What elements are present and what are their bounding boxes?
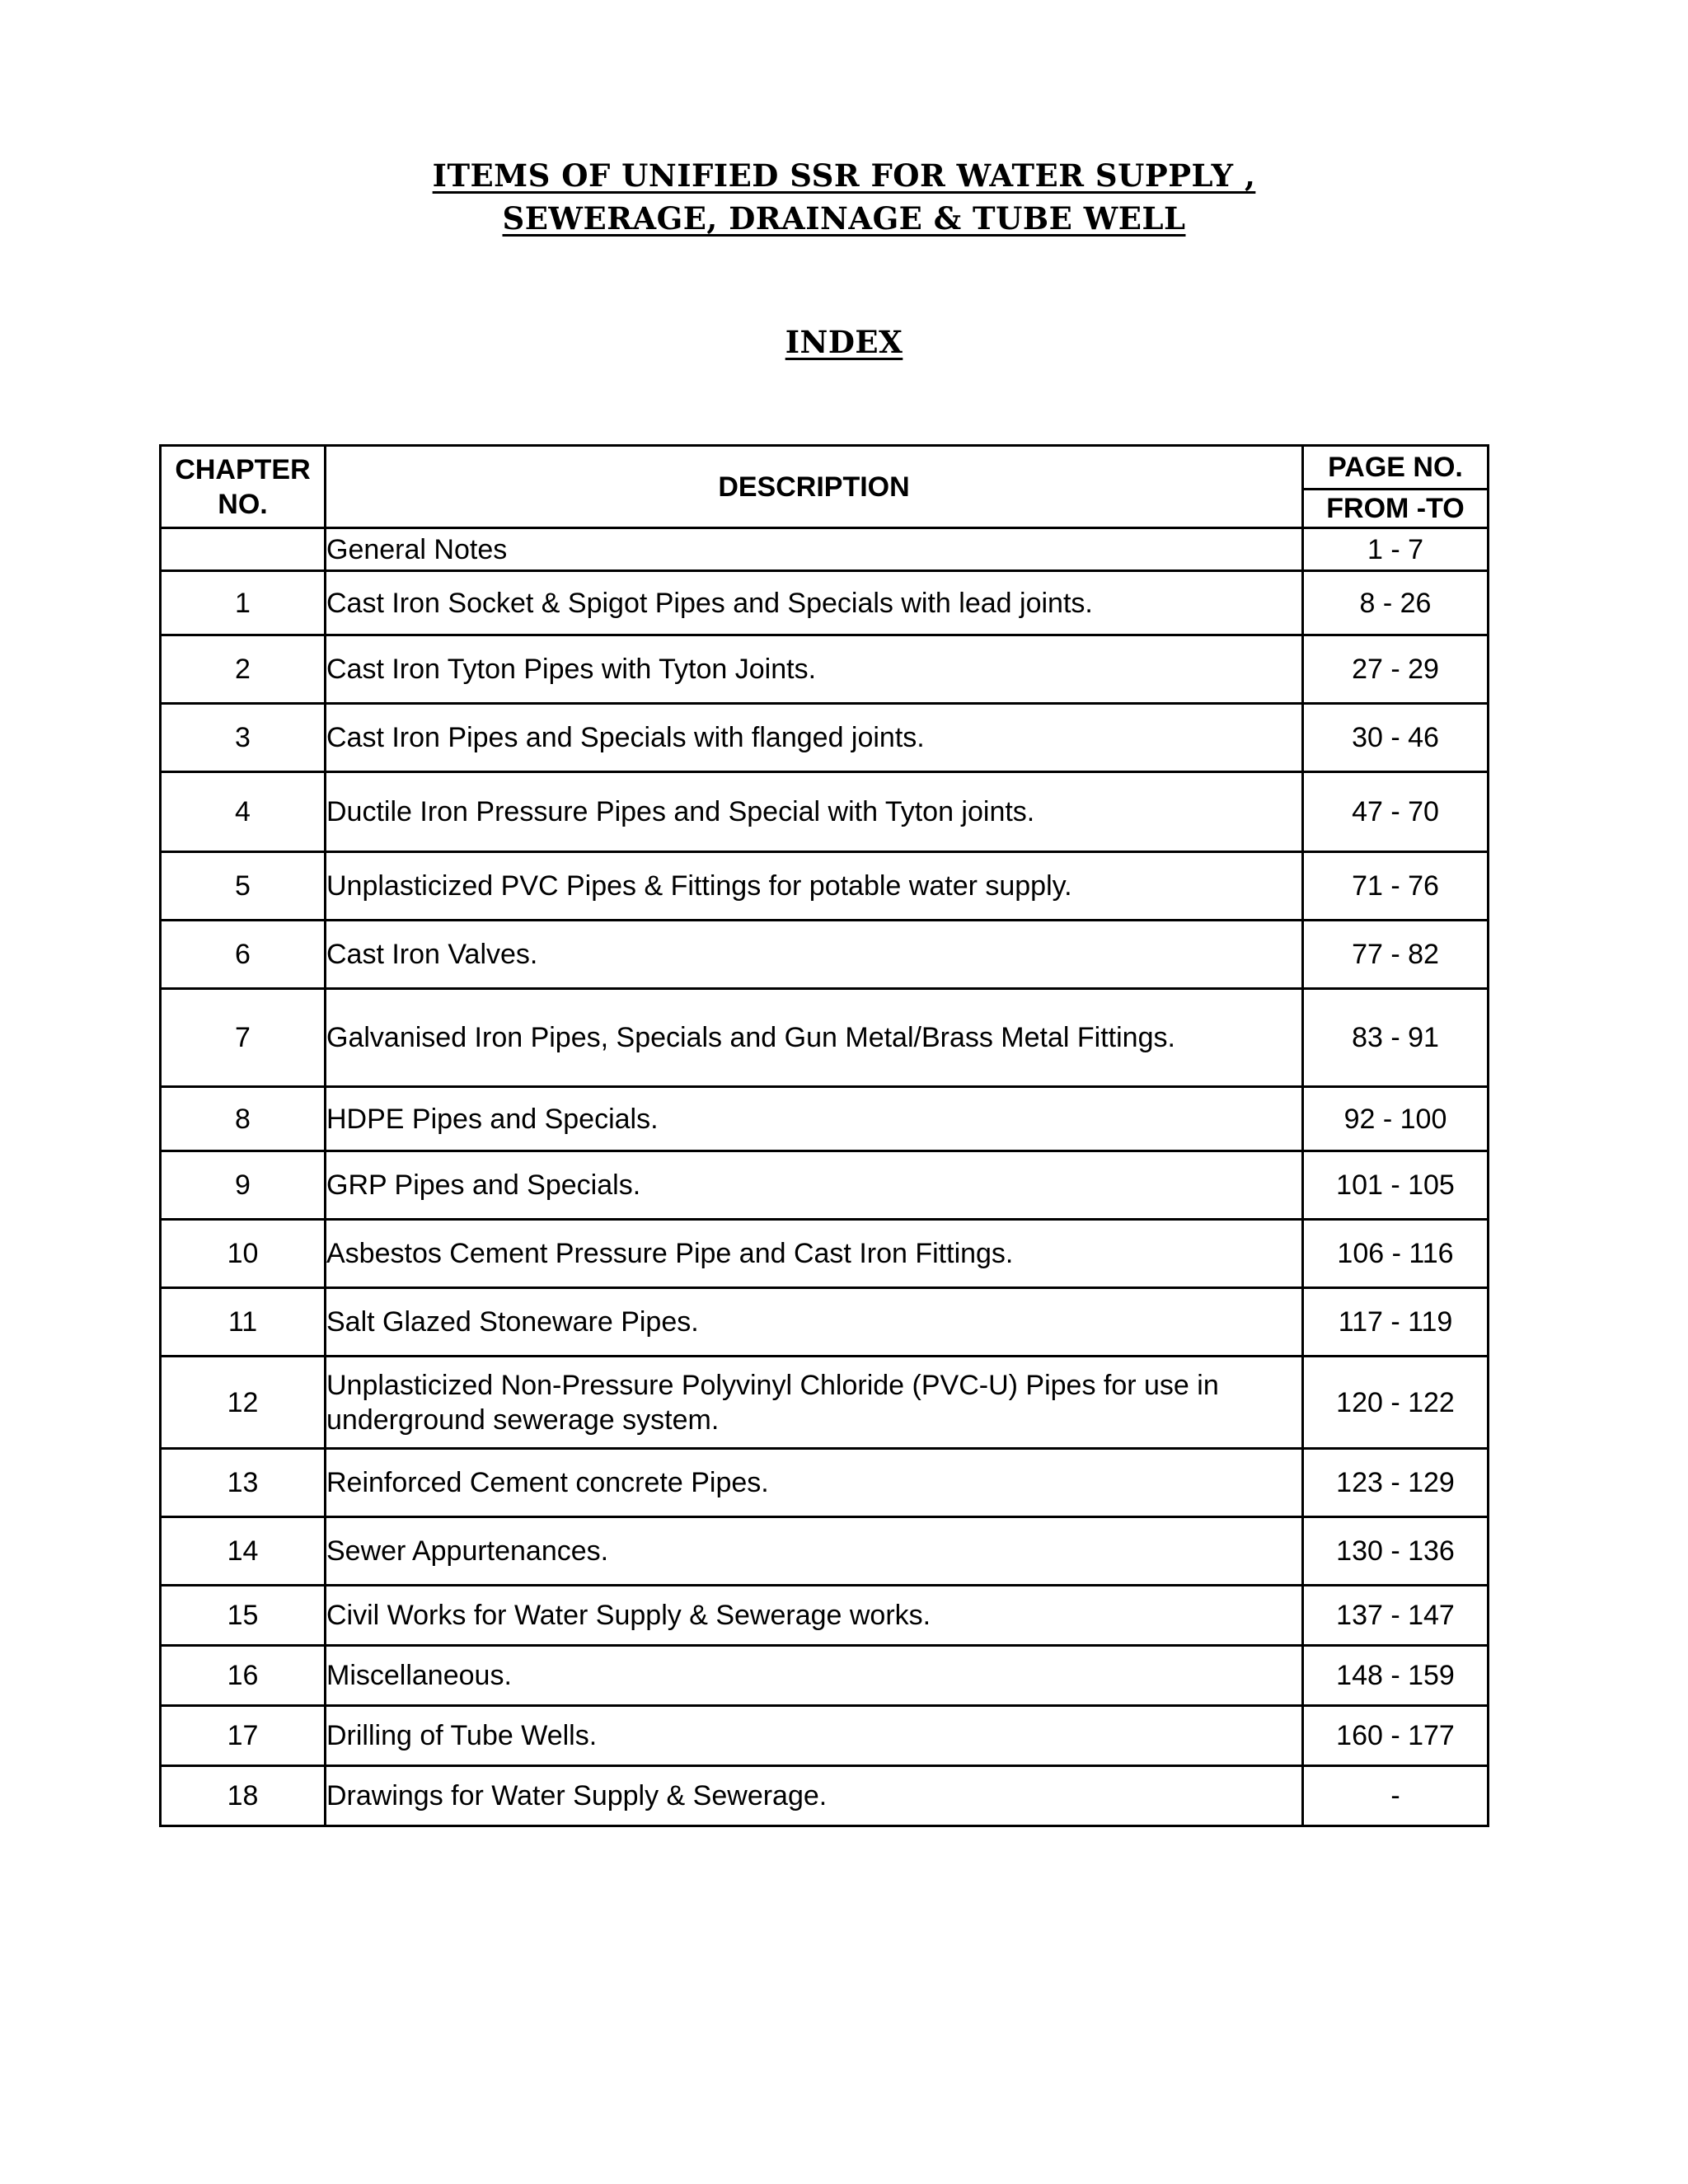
- chapter-description: HDPE Pipes and Specials.: [326, 1087, 1303, 1151]
- chapter-description: General Notes: [326, 528, 1303, 571]
- chapter-description: GRP Pipes and Specials.: [326, 1151, 1303, 1220]
- chapter-description: Reinforced Cement concrete Pipes.: [326, 1449, 1303, 1517]
- chapter-description: Cast Iron Valves.: [326, 921, 1303, 989]
- chapter-description: Asbestos Cement Pressure Pipe and Cast Iron Fittings.: [326, 1220, 1303, 1288]
- page-range: 106 - 116: [1303, 1220, 1489, 1288]
- chapter-description: Salt Glazed Stoneware Pipes.: [326, 1288, 1303, 1357]
- table-row: [161, 571, 1489, 635]
- header-page-no: PAGE NO.: [1303, 446, 1489, 490]
- table-row: [161, 635, 1489, 704]
- header-description: DESCRIPTION: [326, 446, 1303, 528]
- chapter-number: 8: [161, 1087, 326, 1151]
- chapter-number: 1: [161, 571, 326, 635]
- index-table: [159, 444, 1489, 1827]
- header-from-to: FROM -TO: [1303, 490, 1489, 528]
- page-range: 30 - 46: [1303, 704, 1489, 772]
- table-row: [161, 1449, 1489, 1517]
- table-row: [161, 852, 1489, 921]
- chapter-description: Miscellaneous.: [326, 1646, 1303, 1706]
- chapter-description: Cast Iron Pipes and Specials with flanged joints.: [326, 704, 1303, 772]
- table-row: [161, 1357, 1489, 1449]
- page-range: 77 - 82: [1303, 921, 1489, 989]
- index-heading: INDEX: [785, 324, 903, 360]
- page-range: -: [1303, 1766, 1489, 1826]
- chapter-number: 18: [161, 1766, 326, 1826]
- page-range: 83 - 91: [1303, 989, 1489, 1087]
- chapter-number: 5: [161, 852, 326, 921]
- chapter-description: Unplasticized Non-Pressure Polyvinyl Chloride (PVC-U) Pipes for use in underground sewerage system.: [326, 1357, 1303, 1449]
- chapter-number: 12: [161, 1357, 326, 1449]
- chapter-number: 6: [161, 921, 326, 989]
- table-row: [161, 989, 1489, 1087]
- page-range: 160 - 177: [1303, 1706, 1489, 1766]
- page-range: 137 - 147: [1303, 1586, 1489, 1646]
- page-range: 27 - 29: [1303, 635, 1489, 704]
- chapter-number: 9: [161, 1151, 326, 1220]
- table-row: [161, 921, 1489, 989]
- table-row: [161, 1220, 1489, 1288]
- chapter-number: 3: [161, 704, 326, 772]
- chapter-number: 10: [161, 1220, 326, 1288]
- table-row: [161, 704, 1489, 772]
- chapter-description: Civil Works for Water Supply & Sewerage works.: [326, 1586, 1303, 1646]
- page-range: 130 - 136: [1303, 1517, 1489, 1586]
- table-row: [161, 1151, 1489, 1220]
- table-row: [161, 528, 1489, 571]
- chapter-description: Sewer Appurtenances.: [326, 1517, 1303, 1586]
- table-row: [161, 1706, 1489, 1766]
- page-range: 120 - 122: [1303, 1357, 1489, 1449]
- page-range: 1 - 7: [1303, 528, 1489, 571]
- chapter-description: Cast Iron Socket & Spigot Pipes and Specials with lead joints.: [326, 571, 1303, 635]
- page-range: 47 - 70: [1303, 772, 1489, 852]
- chapter-description: Galvanised Iron Pipes, Specials and Gun Metal/Brass Metal Fittings.: [326, 989, 1303, 1087]
- document-title-line-2: SEWERAGE, DRAINAGE & TUBE WELL: [502, 200, 1186, 237]
- chapter-number: 11: [161, 1288, 326, 1357]
- table-row: [161, 1586, 1489, 1646]
- page-range: 71 - 76: [1303, 852, 1489, 921]
- index-table-body: [161, 528, 1489, 1826]
- chapter-description: Unplasticized PVC Pipes & Fittings for potable water supply.: [326, 852, 1303, 921]
- page-range: 117 - 119: [1303, 1288, 1489, 1357]
- chapter-description: Drawings for Water Supply & Sewerage.: [326, 1766, 1303, 1826]
- table-row: [161, 1288, 1489, 1357]
- chapter-number: 4: [161, 772, 326, 852]
- chapter-description: Cast Iron Tyton Pipes with Tyton Joints.: [326, 635, 1303, 704]
- chapter-number: 16: [161, 1646, 326, 1706]
- chapter-number: 2: [161, 635, 326, 704]
- page-range: 101 - 105: [1303, 1151, 1489, 1220]
- chapter-number: [161, 528, 326, 571]
- table-row: [161, 1646, 1489, 1706]
- chapter-number: 7: [161, 989, 326, 1087]
- table-row: [161, 1517, 1489, 1586]
- header-chapter-no: CHAPTER NO.: [161, 446, 326, 528]
- index-table-header: [161, 446, 1489, 528]
- page-range: 123 - 129: [1303, 1449, 1489, 1517]
- table-row: [161, 1087, 1489, 1151]
- table-row: [161, 772, 1489, 852]
- chapter-description: Drilling of Tube Wells.: [326, 1706, 1303, 1766]
- chapter-number: 17: [161, 1706, 326, 1766]
- page-range: 148 - 159: [1303, 1646, 1489, 1706]
- chapter-number: 13: [161, 1449, 326, 1517]
- page-range: 92 - 100: [1303, 1087, 1489, 1151]
- chapter-description: Ductile Iron Pressure Pipes and Special with Tyton joints.: [326, 772, 1303, 852]
- page-range: 8 - 26: [1303, 571, 1489, 635]
- chapter-number: 14: [161, 1517, 326, 1586]
- document-title-line-1: ITEMS OF UNIFIED SSR FOR WATER SUPPLY ,: [432, 157, 1256, 194]
- table-row: [161, 1766, 1489, 1826]
- chapter-number: 15: [161, 1586, 326, 1646]
